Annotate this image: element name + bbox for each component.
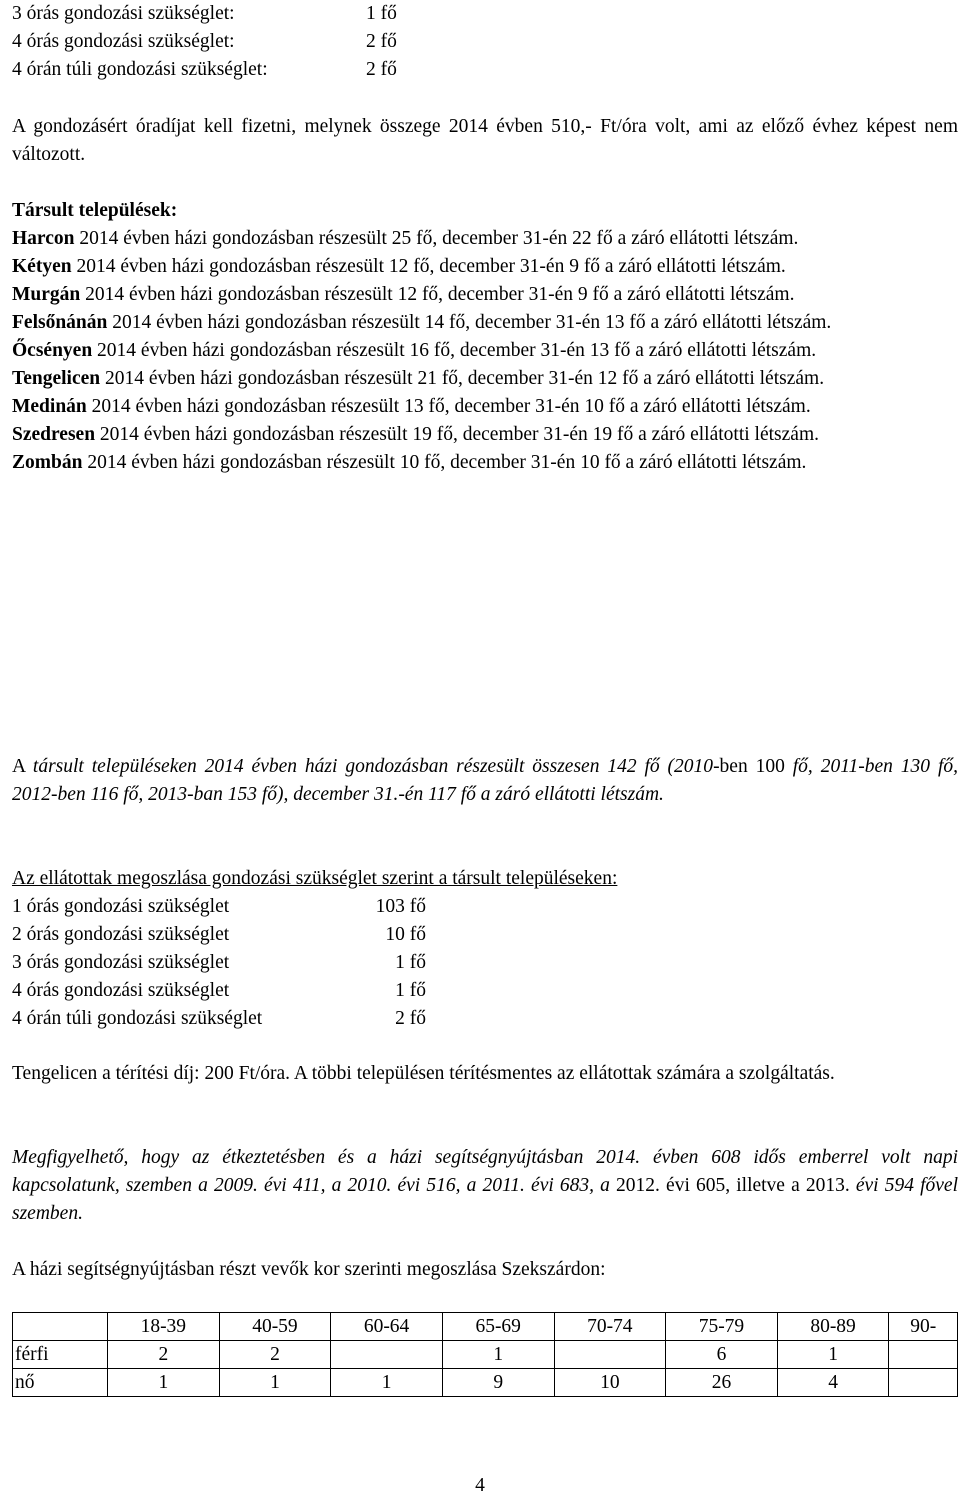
settlement-name: Medinán: [12, 396, 87, 417]
table-cell: [331, 1341, 443, 1369]
observation-italic-2: évi 594 fővel szemben.: [12, 1175, 959, 1224]
distribution-value: 103 fő: [375, 896, 426, 917]
settlement-name: Őcsényen: [12, 340, 93, 361]
table-cell: [889, 1341, 958, 1369]
settlement-text: 2014 évben házi gondozásban részesült 16 fő, december 31-én 13 fő a záró ellátotti létszám.: [92, 340, 817, 361]
settlement-entry: [12, 253, 958, 281]
observation-paragraph: [12, 1144, 958, 1228]
settlement-text: 2014 évben házi gondozásban részesült 12 fő, december 31-én 9 fő a záró ellátotti létszám.: [71, 256, 786, 277]
distribution-row: [12, 893, 958, 921]
table-header-cell: 40-59: [219, 1313, 331, 1341]
table-cell: 2: [219, 1341, 331, 1369]
table-cell: 1: [219, 1369, 331, 1397]
settlement-text: 2014 évben házi gondozásban részesült 14 fő, december 31-én 13 fő a záró ellátotti létszám.: [107, 312, 832, 333]
table-header-cell: 70-74: [554, 1313, 666, 1341]
settlement-text: 2014 évben házi gondozásban részesült 13 fő, december 31-én 10 fő a záró ellátotti létszám.: [86, 396, 811, 417]
table-header-cell: [13, 1313, 108, 1341]
table-row: [13, 1369, 958, 1397]
distribution-row: [12, 977, 958, 1005]
settlement-name: Murgán: [12, 284, 81, 305]
distribution-heading: Az ellátottak megoszlása gondozási szükséglet szerint a társult településeken:: [12, 868, 618, 889]
table-cell: 4: [777, 1369, 889, 1397]
table-header-cell: 60-64: [331, 1313, 443, 1341]
settlement-text: 2014 évben házi gondozásban részesült 25 fő, december 31-én 22 fő a záró ellátotti létszám.: [74, 228, 799, 249]
need-label: 3 órás gondozási szükséglet:: [12, 3, 235, 24]
distribution-label: 4 órán túli gondozási szükséglet: [12, 1008, 263, 1029]
table-cell: 2: [108, 1341, 220, 1369]
settlement-name: Kétyen: [12, 256, 72, 277]
observation-italic: Megfigyelhető, hogy az étkeztetésben és a házi segítségnyújtásban 2014. évben 608 idős emberrel volt napi kapcsolatunk, szemben a 2009. évi 411, a 2010. évi 516, a 2011. évi 683, a: [12, 1147, 958, 1196]
summary-italic-2: fő, 2011-ben 130 fő, 2012-ben 116 fő, 2013-ban 153 fő), december 31.-én 117 fő a záró ellátotti létszám.: [12, 756, 958, 805]
table-cell: [889, 1369, 958, 1397]
need-row: [12, 28, 397, 56]
settlement-entry: [12, 225, 958, 253]
distribution-value: 1 fő: [395, 952, 426, 973]
table-cell: 26: [666, 1369, 778, 1397]
settlement-entry: [12, 337, 958, 365]
distribution-value: 2 fő: [395, 1008, 426, 1029]
settlement-entry: [12, 309, 958, 337]
table-cell: 9: [442, 1369, 554, 1397]
table-header-cell: 65-69: [442, 1313, 554, 1341]
need-label: 4 órás gondozási szükséglet:: [12, 31, 235, 52]
settlement-name: Tengelicen: [12, 368, 101, 389]
associated-settlements: [12, 197, 958, 477]
settlement-name: Szedresen: [12, 424, 96, 445]
distribution-label: 4 órás gondozási szükséglet: [12, 980, 230, 1001]
settlement-entry: [12, 365, 958, 393]
need-row: [12, 0, 397, 28]
age-heading: A házi segítségnyújtásban részt vevők kor szerinti megoszlása Szekszárdon:: [12, 1259, 606, 1280]
table-cell: 6: [666, 1341, 778, 1369]
need-label: 4 órán túli gondozási szükséglet:: [12, 59, 268, 80]
associated-heading: Társult települések:: [12, 200, 178, 221]
table-header-row: [13, 1313, 958, 1341]
settlement-entry: [12, 449, 958, 477]
settlement-name: Zombán: [12, 452, 83, 473]
summary-lead: A: [12, 756, 33, 777]
need-value: 2 fő: [366, 59, 397, 80]
distribution-value: 1 fő: [395, 980, 426, 1001]
table-header-cell: 80-89: [777, 1313, 889, 1341]
tengelic-fee-paragraph: Tengelicen a térítési díj: 200 Ft/óra. A többi településen térítésmentes az ellátottak számára a szolgáltatás.: [12, 1063, 835, 1084]
top-needs-list: [12, 0, 397, 84]
table-cell: 1: [108, 1369, 220, 1397]
table-cell: [554, 1341, 666, 1369]
settlement-entry: [12, 393, 958, 421]
table-row-head: férfi: [13, 1341, 108, 1369]
settlement-text: 2014 évben házi gondozásban részesült 10 fő, december 31-én 10 fő a záró ellátotti létszám.: [82, 452, 807, 473]
age-distribution-table: [12, 1312, 958, 1397]
summary-mid: -ben 100: [713, 756, 793, 777]
distribution-label: 2 órás gondozási szükséglet: [12, 924, 230, 945]
page-number: 4: [475, 1475, 485, 1496]
table-header-cell: 75-79: [666, 1313, 778, 1341]
table-row: [13, 1341, 958, 1369]
summary-paragraph: [12, 753, 958, 809]
settlement-name: Harcon: [12, 228, 75, 249]
observation-normal: 2012. évi 605, illetve a 2013.: [616, 1175, 856, 1196]
summary-italic: társult településeken 2014 évben házi gondozásban részesült összesen 142 fő (2010: [32, 756, 714, 777]
fee-paragraph: A gondozásért óradíjat kell fizetni, melynek összege 2014 évben 510,- Ft/óra volt, ami az előző évhez képest nem változott.: [12, 116, 958, 165]
settlement-entry: [12, 421, 958, 449]
settlement-text: 2014 évben házi gondozásban részesült 21 fő, december 31-én 12 fő a záró ellátotti létszám.: [100, 368, 825, 389]
distribution-row: [12, 921, 958, 949]
table-row-head: nő: [13, 1369, 108, 1397]
settlement-entry: [12, 281, 958, 309]
settlement-text: 2014 évben házi gondozásban részesült 12 fő, december 31-én 9 fő a záró ellátotti létszám.: [80, 284, 795, 305]
distribution-value: 10 fő: [385, 924, 426, 945]
need-row: [12, 56, 397, 84]
distribution-label: 3 órás gondozási szükséglet: [12, 952, 230, 973]
table-cell: 1: [331, 1369, 443, 1397]
table-cell: 1: [777, 1341, 889, 1369]
need-value: 2 fő: [366, 31, 397, 52]
table-header-cell: 90-: [889, 1313, 958, 1341]
settlement-text: 2014 évben házi gondozásban részesült 19 fő, december 31-én 19 fő a záró ellátotti létszám.: [95, 424, 819, 445]
need-value: 1 fő: [366, 3, 397, 24]
distribution-section: [12, 865, 958, 1033]
settlement-name: Felsőnánán: [12, 312, 108, 333]
table-cell: 1: [442, 1341, 554, 1369]
distribution-row: [12, 949, 958, 977]
table-cell: 10: [554, 1369, 666, 1397]
distribution-label: 1 órás gondozási szükséglet: [12, 896, 230, 917]
table-header-cell: 18-39: [108, 1313, 220, 1341]
distribution-row: [12, 1005, 958, 1033]
